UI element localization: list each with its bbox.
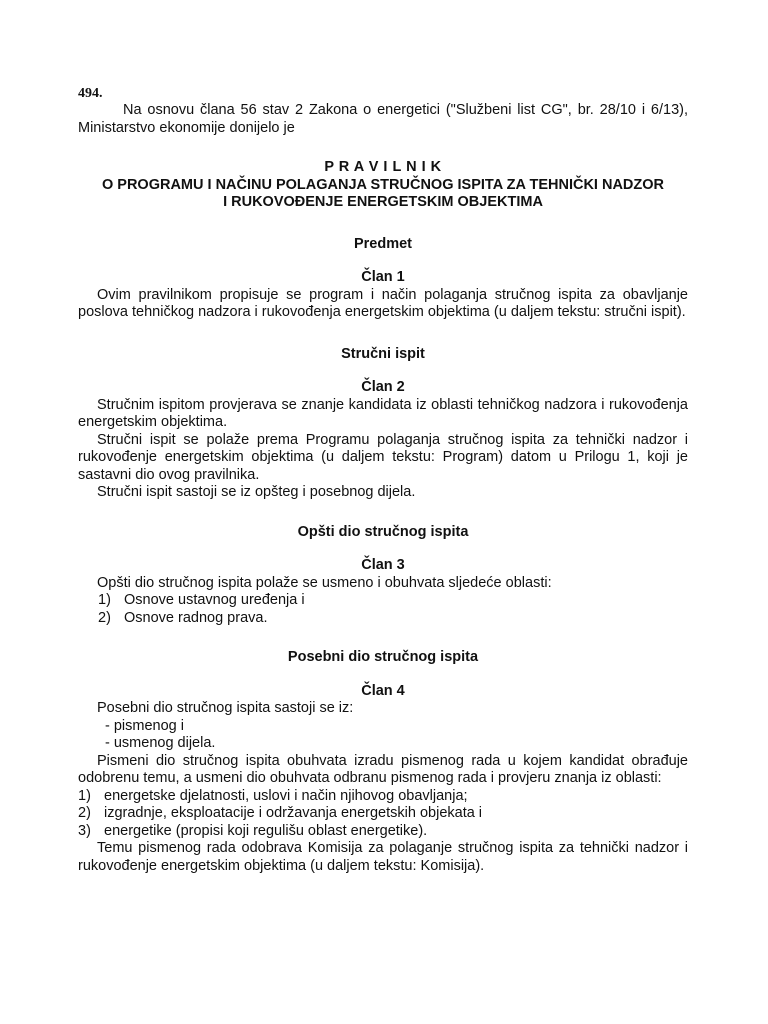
document-number: 494. <box>78 86 103 101</box>
preamble-paragraph: Na osnovu člana 56 stav 2 Zakona o energetici ("Službeni list CG", br. 28/10 i 6/13), Ministarstvo ekonomije donijelo je <box>78 102 688 136</box>
article-1-paragraph: Ovim pravilnikom propisuje se program i način polaganja stručnog ispita za obavljanje poslova tehničkog nadzora i rukovođenja energetskim objektima (u daljem tekstu: stručni ispit). <box>78 286 688 320</box>
list-item: - pismenog i <box>105 717 184 734</box>
article-3-label: Član 3 <box>361 557 405 573</box>
article-4-paragraph-1: Posebni dio stručnog ispita sastoji se iz: <box>97 700 354 716</box>
list-item-text: energetike (propisi koji regulišu oblast energetike). <box>104 822 428 839</box>
document-subtitle-line-2: I RUKOVOĐENJE ENERGETSKIM OBJEKTIMA <box>223 194 543 210</box>
article-2-label: Član 2 <box>361 379 405 395</box>
document-title: P R A V I L N I K <box>324 159 442 175</box>
article-4-numbered-list <box>78 788 688 841</box>
list-item-text: Osnove ustavnog uređenja i <box>124 592 305 608</box>
article-4-paragraph-3: Temu pismenog rada odobrava Komisija za polaganje stručnog ispita za tehnički nadzor i rukovođenje energetskim objektima (u daljem tekstu: Komisija). <box>78 840 688 874</box>
list-item-text: izgradnje, eksploatacije i održavanja energetskih objekata i <box>104 805 483 821</box>
section-heading-opsti-dio: Opšti dio stručnog ispita <box>297 523 469 540</box>
article-2-paragraph-3: Stručni ispit sastoji se iz opšteg i posebnog dijela. <box>97 484 416 500</box>
list-item-text: energetske djelatnosti, uslovi i način njihovog obavljanja; <box>104 787 468 804</box>
article-3-paragraph: Opšti dio stručnog ispita polaže se usmeno i obuhvata sljedeće oblasti: <box>97 574 552 591</box>
list-marker: 2) <box>78 805 91 821</box>
section-heading-predmet: Predmet <box>353 235 413 252</box>
article-3-list <box>78 592 688 627</box>
section-heading-posebni-dio: Posebni dio stručnog ispita <box>287 649 479 665</box>
list-marker: 1) <box>78 787 91 804</box>
list-item-text: Osnove radnog prava. <box>124 609 268 626</box>
list-item <box>78 805 688 823</box>
list-marker: 3) <box>78 822 91 839</box>
article-1-label: Član 1 <box>361 269 405 285</box>
article-4-label: Član 4 <box>361 682 405 699</box>
article-4-dash-list <box>78 718 688 753</box>
article-4-paragraph-2: Pismeni dio stručnog ispita obuhvata izradu pismenog rada u kojem kandidat obrađuje odobrenu temu, a usmeni dio obuhvata odbranu pismenog rada i provjeru znanja iz oblasti: <box>78 752 688 786</box>
document-subtitle-line-1: O PROGRAMU I NAČINU POLAGANJA STRUČNOG ISPITA ZA TEHNIČKI NADZOR <box>101 176 664 193</box>
list-item <box>78 823 688 841</box>
list-item <box>78 592 688 610</box>
article-2-paragraph-1: Stručnim ispitom provjerava se znanje kandidata iz oblasti tehničkog nadzora i rukovođenja energetskim objektima. <box>78 396 688 430</box>
section-heading-strucni-ispit: Stručni ispit <box>341 345 425 362</box>
list-item: - usmenog dijela. <box>105 735 216 751</box>
document-page <box>78 86 688 875</box>
list-marker: 1) <box>98 592 111 608</box>
list-marker: 2) <box>98 609 111 626</box>
article-2-paragraph-2: Stručni ispit se polaže prema Programu polaganja stručnog ispita za tehnički nadzor i rukovođenje energetskim objektima (u daljem tekstu: Program) datom u Prilogu 1, koji je sastavni dio ovog pravilnika. <box>78 431 688 483</box>
list-item <box>78 788 688 806</box>
list-item <box>78 610 688 628</box>
